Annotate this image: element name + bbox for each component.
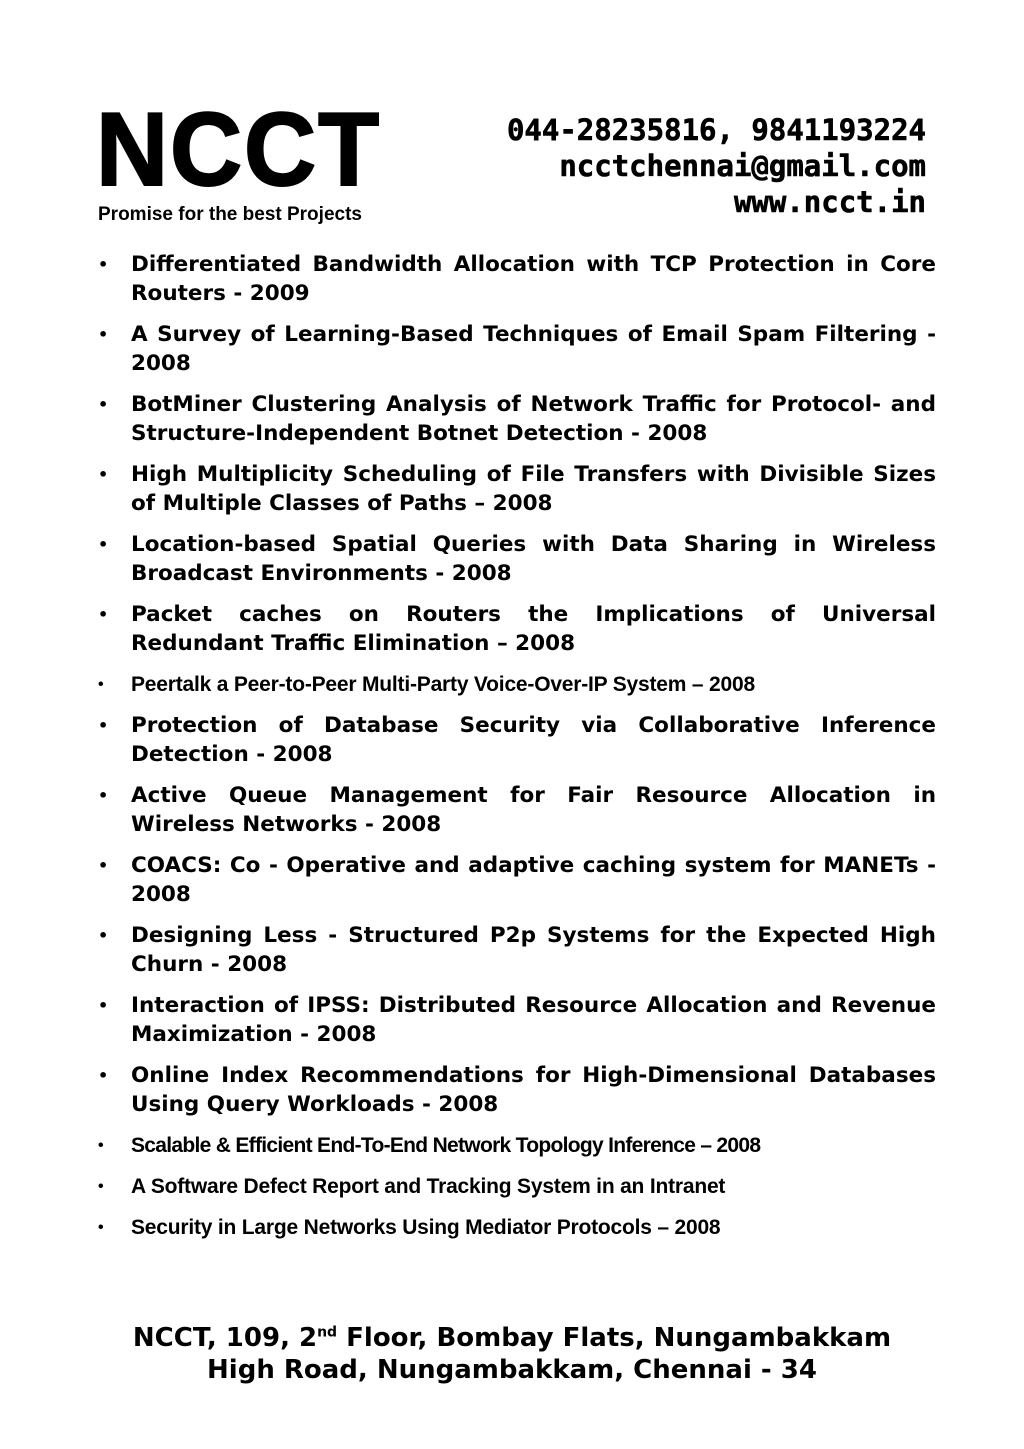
- project-list: [96, 250, 936, 1254]
- project-title: Location-based Spatial Queries with Data Sharing in Wireless Broadcast Environments - 2008: [131, 532, 936, 586]
- ordinal-suffix: nd: [317, 1324, 338, 1341]
- project-title: Online Index Recommendations for High-Dimensional Databases Using Query Workloads - 2008: [131, 1063, 936, 1117]
- project-title: COACS: Co - Operative and adaptive caching system for MANETs - 2008: [131, 853, 936, 907]
- list-item: [96, 460, 936, 518]
- project-title: Active Queue Management for Fair Resource Allocation in Wireless Networks - 2008: [131, 783, 936, 837]
- list-item: [96, 1213, 936, 1242]
- project-title: A Software Defect Report and Tracking System in an Intranet: [131, 1175, 726, 1198]
- project-title: Protection of Database Security via Collaborative Inference Detection - 2008: [131, 713, 936, 767]
- list-item: [96, 781, 936, 839]
- project-title: Interaction of IPSS: Distributed Resource Allocation and Revenue Maximization - 2008: [131, 993, 936, 1047]
- project-title: BotMiner Clustering Analysis of Network Traffic for Protocol- and Structure-Independent Botnet Detection - 2008: [131, 392, 936, 446]
- bullet-icon: •: [98, 996, 109, 1015]
- project-title: Scalable & Efficient End-To-End Network Topology Inference – 2008: [131, 1134, 761, 1157]
- project-title: Designing Less - Structured P2p Systems for the Expected High Churn - 2008: [131, 923, 936, 977]
- bullet-icon: •: [98, 1066, 109, 1085]
- bullet-icon: •: [98, 856, 109, 875]
- bullet-icon: •: [98, 1137, 103, 1154]
- list-item: [96, 320, 936, 378]
- address-line-1-start: NCCT, 109, 2: [132, 1323, 318, 1353]
- list-item: [96, 1172, 936, 1201]
- project-title: Packet caches on Routers the Implications of Universal Redundant Traffic Elimination – 2008: [131, 602, 936, 656]
- address-line-1-end: Floor, Bombay Flats, Nungambakkam: [337, 1323, 892, 1353]
- address-line-1: [60, 1322, 964, 1354]
- list-item: [96, 250, 936, 308]
- bullet-icon: •: [98, 926, 109, 945]
- bullet-icon: •: [98, 676, 104, 693]
- bullet-icon: •: [98, 1219, 104, 1236]
- list-item: [96, 1131, 936, 1160]
- bullet-icon: •: [98, 395, 109, 414]
- project-title: Differentiated Bandwidth Allocation with TCP Protection in Core Routers - 2009: [131, 252, 936, 306]
- address-line-2: High Road, Nungambakkam, Chennai - 34: [207, 1355, 817, 1385]
- contact-block: [507, 112, 926, 220]
- bullet-icon: •: [98, 1178, 104, 1195]
- email-address: ncctchennai@gmail.com: [559, 149, 926, 183]
- bullet-icon: •: [98, 535, 109, 554]
- list-item: [96, 390, 936, 448]
- list-item: [96, 530, 936, 588]
- list-item: [96, 1061, 936, 1119]
- list-item: [96, 600, 936, 658]
- tagline: Promise for the best Projects: [98, 204, 362, 225]
- bullet-icon: •: [98, 255, 109, 274]
- list-item: [96, 921, 936, 979]
- list-item: [96, 851, 936, 909]
- bullet-icon: •: [98, 465, 109, 484]
- project-title: A Survey of Learning-Based Techniques of Email Spam Filtering - 2008: [131, 322, 936, 376]
- project-title: Security in Large Networks Using Mediator Protocols – 2008: [131, 1216, 721, 1239]
- list-item: [96, 991, 936, 1049]
- ncct-logo: NCCT: [96, 92, 381, 208]
- address-footer: [60, 1322, 964, 1386]
- list-item: [96, 670, 936, 699]
- project-title: High Multiplicity Scheduling of File Transfers with Divisible Sizes of Multiple Classes of Paths – 2008: [131, 462, 936, 516]
- bullet-icon: •: [98, 325, 109, 344]
- bullet-icon: •: [98, 786, 109, 805]
- list-item: [96, 711, 936, 769]
- bullet-icon: •: [98, 716, 109, 735]
- website-url: www.ncct.in: [733, 185, 926, 219]
- project-title: Peertalk a Peer-to-Peer Multi-Party Voice-Over-IP System – 2008: [131, 673, 755, 696]
- bullet-icon: •: [98, 605, 109, 624]
- phone-numbers: 044-28235816, 9841193224: [506, 113, 926, 147]
